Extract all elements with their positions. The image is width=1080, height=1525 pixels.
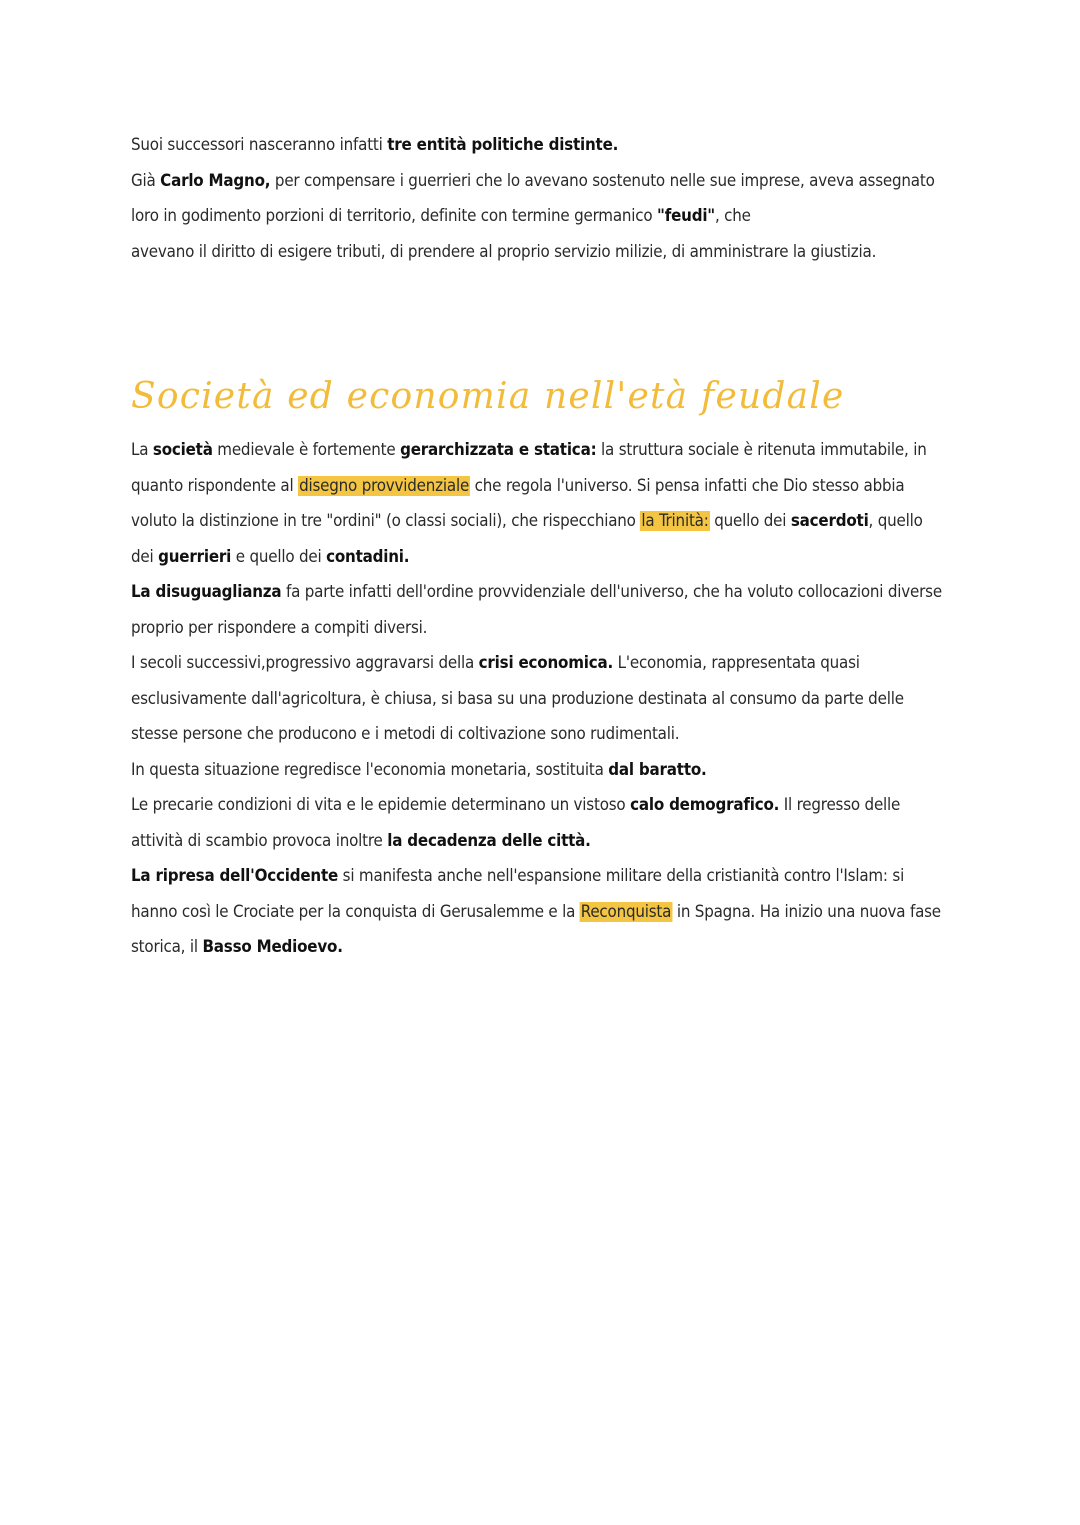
text-run: avevano il diritto di esigere tributi, di prendere al proprio servizio milizie, di amministrare la giustizia. <box>131 241 877 262</box>
bold-term: gerarchizzata e statica: <box>400 440 597 460</box>
bold-term: contadini. <box>326 546 410 567</box>
bold-term: "feudi" <box>657 206 715 226</box>
text-run: quanto rispondente al <box>131 475 299 496</box>
text-line <box>131 895 961 931</box>
text-line <box>131 504 961 540</box>
bold-term: società <box>152 440 213 460</box>
text-run: attività di scambio provoca inoltre <box>131 830 388 851</box>
bold-term: dal baratto. <box>608 759 707 780</box>
text-line <box>131 128 961 164</box>
text-run: loro in godimento porzioni di territorio, definite con termine germanico <box>131 206 658 226</box>
text-line <box>131 717 961 753</box>
text-run: per compensare i guerrieri che lo avevano sostenuto nelle sue imprese, aveva assegnato <box>270 170 935 191</box>
bold-term: calo demografico. <box>630 795 780 815</box>
text-line <box>131 930 961 966</box>
text-run: Già <box>131 170 161 191</box>
text-line <box>131 540 961 576</box>
text-line <box>131 433 961 469</box>
bold-term: sacerdoti <box>790 511 869 531</box>
bold-term: tre entità politiche distinte. <box>387 135 619 155</box>
bold-term: la decadenza delle città. <box>387 830 591 851</box>
bold-term: guerrieri <box>158 546 232 567</box>
text-run: Il regresso delle <box>779 795 901 815</box>
text-line <box>131 164 961 200</box>
intro-paragraph <box>131 128 971 270</box>
text-line <box>131 235 961 271</box>
text-line <box>131 575 961 611</box>
text-run: esclusivamente dall'agricoltura, è chiusa, si basa su una produzione destinata al consumo da parte delle <box>131 688 904 709</box>
text-run: , quello <box>868 511 923 531</box>
bold-term: Carlo Magno, <box>160 170 271 191</box>
text-run: In questa situazione regredisce l'economia monetaria, sostituita <box>131 759 609 780</box>
text-line <box>131 611 961 647</box>
text-line <box>131 469 961 505</box>
text-run: proprio per rispondere a compiti diversi. <box>131 617 428 638</box>
text-run: storica, il <box>131 937 203 957</box>
text-run: , che <box>714 206 751 226</box>
highlighted-term: Reconquista <box>580 901 672 922</box>
bold-term: crisi economica. <box>478 653 614 673</box>
highlighted-term: la Trinità: <box>641 511 709 531</box>
text-run: hanno così le Crociate per la conquista di Gerusalemme e la <box>131 901 580 922</box>
text-run: La <box>131 440 153 460</box>
bold-term: La ripresa dell'Occidente <box>131 866 339 886</box>
text-run: Suoi successori nasceranno infatti <box>131 135 388 155</box>
text-line <box>131 859 961 895</box>
text-run: medievale è fortemente <box>212 440 401 460</box>
bold-term: La disuguaglianza <box>131 582 282 602</box>
text-run: Le precarie condizioni di vita e le epidemie determinano un vistoso <box>131 795 631 815</box>
text-run: la struttura sociale è ritenuta immutabile, in <box>596 440 927 460</box>
text-run: dei <box>131 546 159 567</box>
text-run: L'economia, rappresentata quasi <box>613 653 860 673</box>
bold-term: Basso Medioevo. <box>202 937 343 957</box>
text-line <box>131 646 961 682</box>
text-run: si manifesta anche nell'espansione militare della cristianità contro l'Islam: si <box>338 866 905 886</box>
section-heading: Società ed economia nell'età feudale <box>131 376 845 417</box>
text-line <box>131 199 961 235</box>
text-run: fa parte infatti dell'ordine provvidenziale dell'universo, che ha voluto collocazioni diverse <box>281 582 942 602</box>
text-line <box>131 682 961 718</box>
text-run: voluto la distinzione in tre "ordini" (o classi sociali), che rispecchiano <box>131 511 641 531</box>
text-line <box>131 753 961 789</box>
body-paragraph <box>131 433 971 966</box>
text-run: e quello dei <box>231 546 327 567</box>
text-run: quello dei <box>709 511 791 531</box>
text-line <box>131 824 961 860</box>
text-run: in Spagna. Ha inizio una nuova fase <box>672 901 941 922</box>
text-run: che regola l'universo. Si pensa infatti che Dio stesso abbia <box>470 475 905 496</box>
text-run: I secoli successivi,progressivo aggravarsi della <box>131 653 479 673</box>
highlighted-term: disegno provvidenziale <box>299 475 470 496</box>
text-run: stesse persone che producono e i metodi di coltivazione sono rudimentali. <box>131 724 680 744</box>
text-line <box>131 788 961 824</box>
